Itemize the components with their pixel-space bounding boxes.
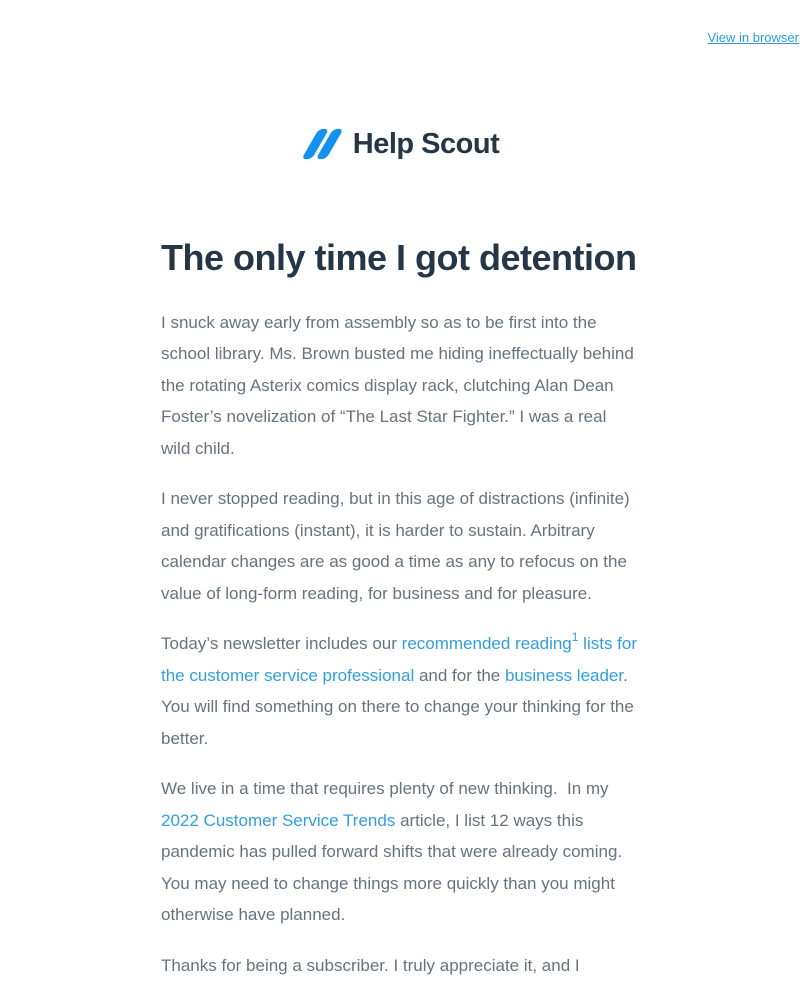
inline-link[interactable]: lists for the customer service professional <box>161 634 638 685</box>
text-run: Thanks for being a subscriber. I truly appreciate it, and I <box>161 955 580 975</box>
helpscout-logo <box>0 124 800 164</box>
email-topbar <box>0 0 800 47</box>
footnote-marker[interactable]: 1 <box>571 630 579 645</box>
email-content <box>161 238 639 981</box>
text-run: We live in a time that requires plenty of new thinking. In my <box>161 779 609 799</box>
text-run: I snuck away early from assembly so as to be first into the school library. Ms. Brown busted me hiding ineffectually behind the rotating Asterix comics display rack, clutching Alan Dean Foster’s novelization of “The Last Star Fighter.” I was a real wild child. <box>161 312 634 458</box>
text-run: I never stopped reading, but in this age of distractions (infinite) and gratifications (instant), it is harder to sustain. Arbitrary calendar changes are as good a time as any to refocus on the value of long-form reading, for business and for pleasure. <box>161 489 630 603</box>
paragraph <box>161 773 639 931</box>
paragraph <box>161 628 639 754</box>
text-run: Today’s newsletter includes our <box>161 634 402 654</box>
text-run: article, I list 12 ways this pandemic has pulled forward shifts that were already coming. You may need to change things more quickly than you might otherwise have planned. <box>161 810 623 925</box>
inline-link[interactable]: 2022 Customer Service Trends <box>161 810 396 830</box>
paragraph <box>161 950 639 982</box>
article-body <box>161 307 639 982</box>
text-run: and for the <box>414 665 505 685</box>
inline-link[interactable]: recommended reading <box>401 634 572 654</box>
paragraph <box>161 483 639 609</box>
article-title: The only time I got detention <box>161 237 637 278</box>
helpscout-double-slash-icon <box>301 124 344 164</box>
view-in-browser-link[interactable]: View in browser <box>707 30 799 45</box>
text-run: . You will find something on there to change your thinking for the better. <box>161 665 634 748</box>
inline-link[interactable]: business leader <box>504 665 624 685</box>
paragraph <box>161 307 639 465</box>
helpscout-logo-text: Help Scout <box>352 127 500 160</box>
